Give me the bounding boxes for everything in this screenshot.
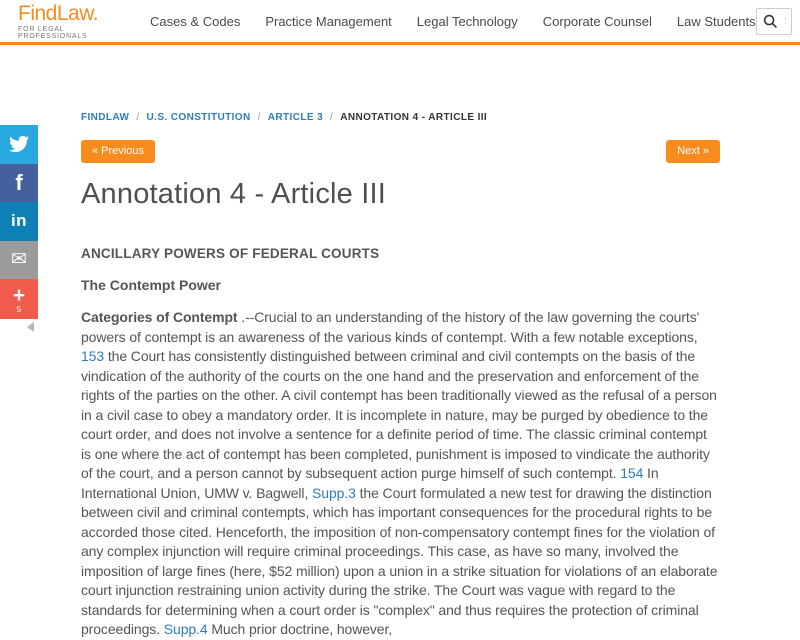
breadcrumb-findlaw[interactable]: FINDLAW: [81, 112, 129, 123]
linkedin-icon: in: [11, 211, 27, 231]
footnote-link-154[interactable]: 154: [620, 465, 643, 481]
footnote-link-supp4[interactable]: Supp.4: [164, 621, 208, 637]
share-more-button[interactable]: [0, 279, 38, 319]
paragraph-text: Much prior doctrine, however,: [208, 621, 393, 637]
share-count: 5: [17, 305, 21, 315]
findlaw-logo[interactable]: [18, 3, 136, 40]
sidebar-collapse-arrow-icon[interactable]: [27, 322, 34, 332]
share-linkedin-button[interactable]: [0, 202, 38, 241]
breadcrumb-separator: /: [258, 112, 261, 123]
paragraph-lead-term: Categories of Contempt: [81, 309, 237, 325]
page-title: Annotation 4 - Article III: [81, 178, 386, 211]
article-paragraph: [81, 308, 720, 640]
pager: [81, 140, 720, 164]
next-button[interactable]: Next »: [666, 140, 720, 163]
previous-button[interactable]: « Previous: [81, 140, 155, 163]
breadcrumb-us-constitution[interactable]: U.S. CONSTITUTION: [147, 112, 251, 123]
site-header: [0, 0, 800, 45]
plus-icon: +: [13, 287, 25, 305]
section-heading: ANCILLARY POWERS OF FEDERAL COURTS: [81, 246, 379, 261]
twitter-icon: [9, 134, 29, 154]
share-email-button[interactable]: [0, 241, 38, 280]
nav-legal-technology[interactable]: Legal Technology: [417, 14, 518, 29]
subsection-heading: The Contempt Power: [81, 277, 221, 293]
breadcrumb: [81, 112, 720, 123]
paragraph-text: the Court formulated a new test for drawing the distinction between civil and criminal contempts, which has important consequences for the procedural rights to be accorded those cited. Henceforth, the imposition of non-compensatory contempt fines for the violation of any complex injunction will require criminal proceedings. This case, as have so many, involved the imposition of large fines (here, $52 million) upon a union in a strike situation for violations of an elaborate court injunction restraining union activity during the strike. The Court was vague with regard to the standards for determining when a court order is "complex" and thus requires the protection of criminal proceedings.: [81, 485, 717, 638]
share-sidebar: [0, 125, 38, 332]
footnote-link-supp3[interactable]: Supp.3: [312, 485, 356, 501]
nav-law-students[interactable]: Law Students: [677, 14, 756, 29]
top-nav: [150, 14, 756, 29]
share-twitter-button[interactable]: [0, 125, 38, 164]
logo-title: FindLaw.: [18, 3, 136, 25]
breadcrumb-separator: /: [330, 112, 333, 123]
paragraph-text: In International Union, UMW v. Bagwell,: [81, 465, 659, 501]
breadcrumb-separator: /: [136, 112, 139, 123]
paragraph-text: the Court has consistently distinguished between criminal and civil contempts on the basis of the vindication of the authority of the courts on the one hand and the preservation and enforcement of the rights of the parties on the other. A civil contempt has been traditionally viewed as the refusal of a person in a civil case to obey a mandatory order. It is incomplete in nature, may be purged by obedience to the court order, and does not involve a sentence for a definite period of time. The classic criminal contempt is one where the act of contempt has been completed, punishment is imposed to vindicate the authority of the court, and a person cannot by subsequent action purge himself of such contempt.: [81, 348, 717, 481]
email-icon: ✉: [11, 248, 27, 271]
paragraph-text: .--Crucial to an understanding of the history of the law governing the courts' powers of contempt is an awareness of the various kinds of contempt. With a few notable exceptions,: [81, 309, 699, 345]
nav-practice-management[interactable]: Practice Management: [265, 14, 391, 29]
facebook-icon: f: [15, 170, 22, 196]
nav-corporate-counsel[interactable]: Corporate Counsel: [543, 14, 652, 29]
breadcrumb-current: ANNOTATION 4 - ARTICLE III: [340, 112, 487, 123]
search-icon: [763, 14, 778, 29]
footnote-link-153[interactable]: 153: [81, 348, 104, 364]
share-facebook-button[interactable]: [0, 164, 38, 203]
logo-tagline: FOR LEGAL PROFESSIONALS: [18, 26, 136, 40]
breadcrumb-article-3[interactable]: ARTICLE 3: [268, 112, 323, 123]
search-box[interactable]: [756, 8, 792, 35]
nav-cases-codes[interactable]: Cases & Codes: [150, 14, 240, 29]
